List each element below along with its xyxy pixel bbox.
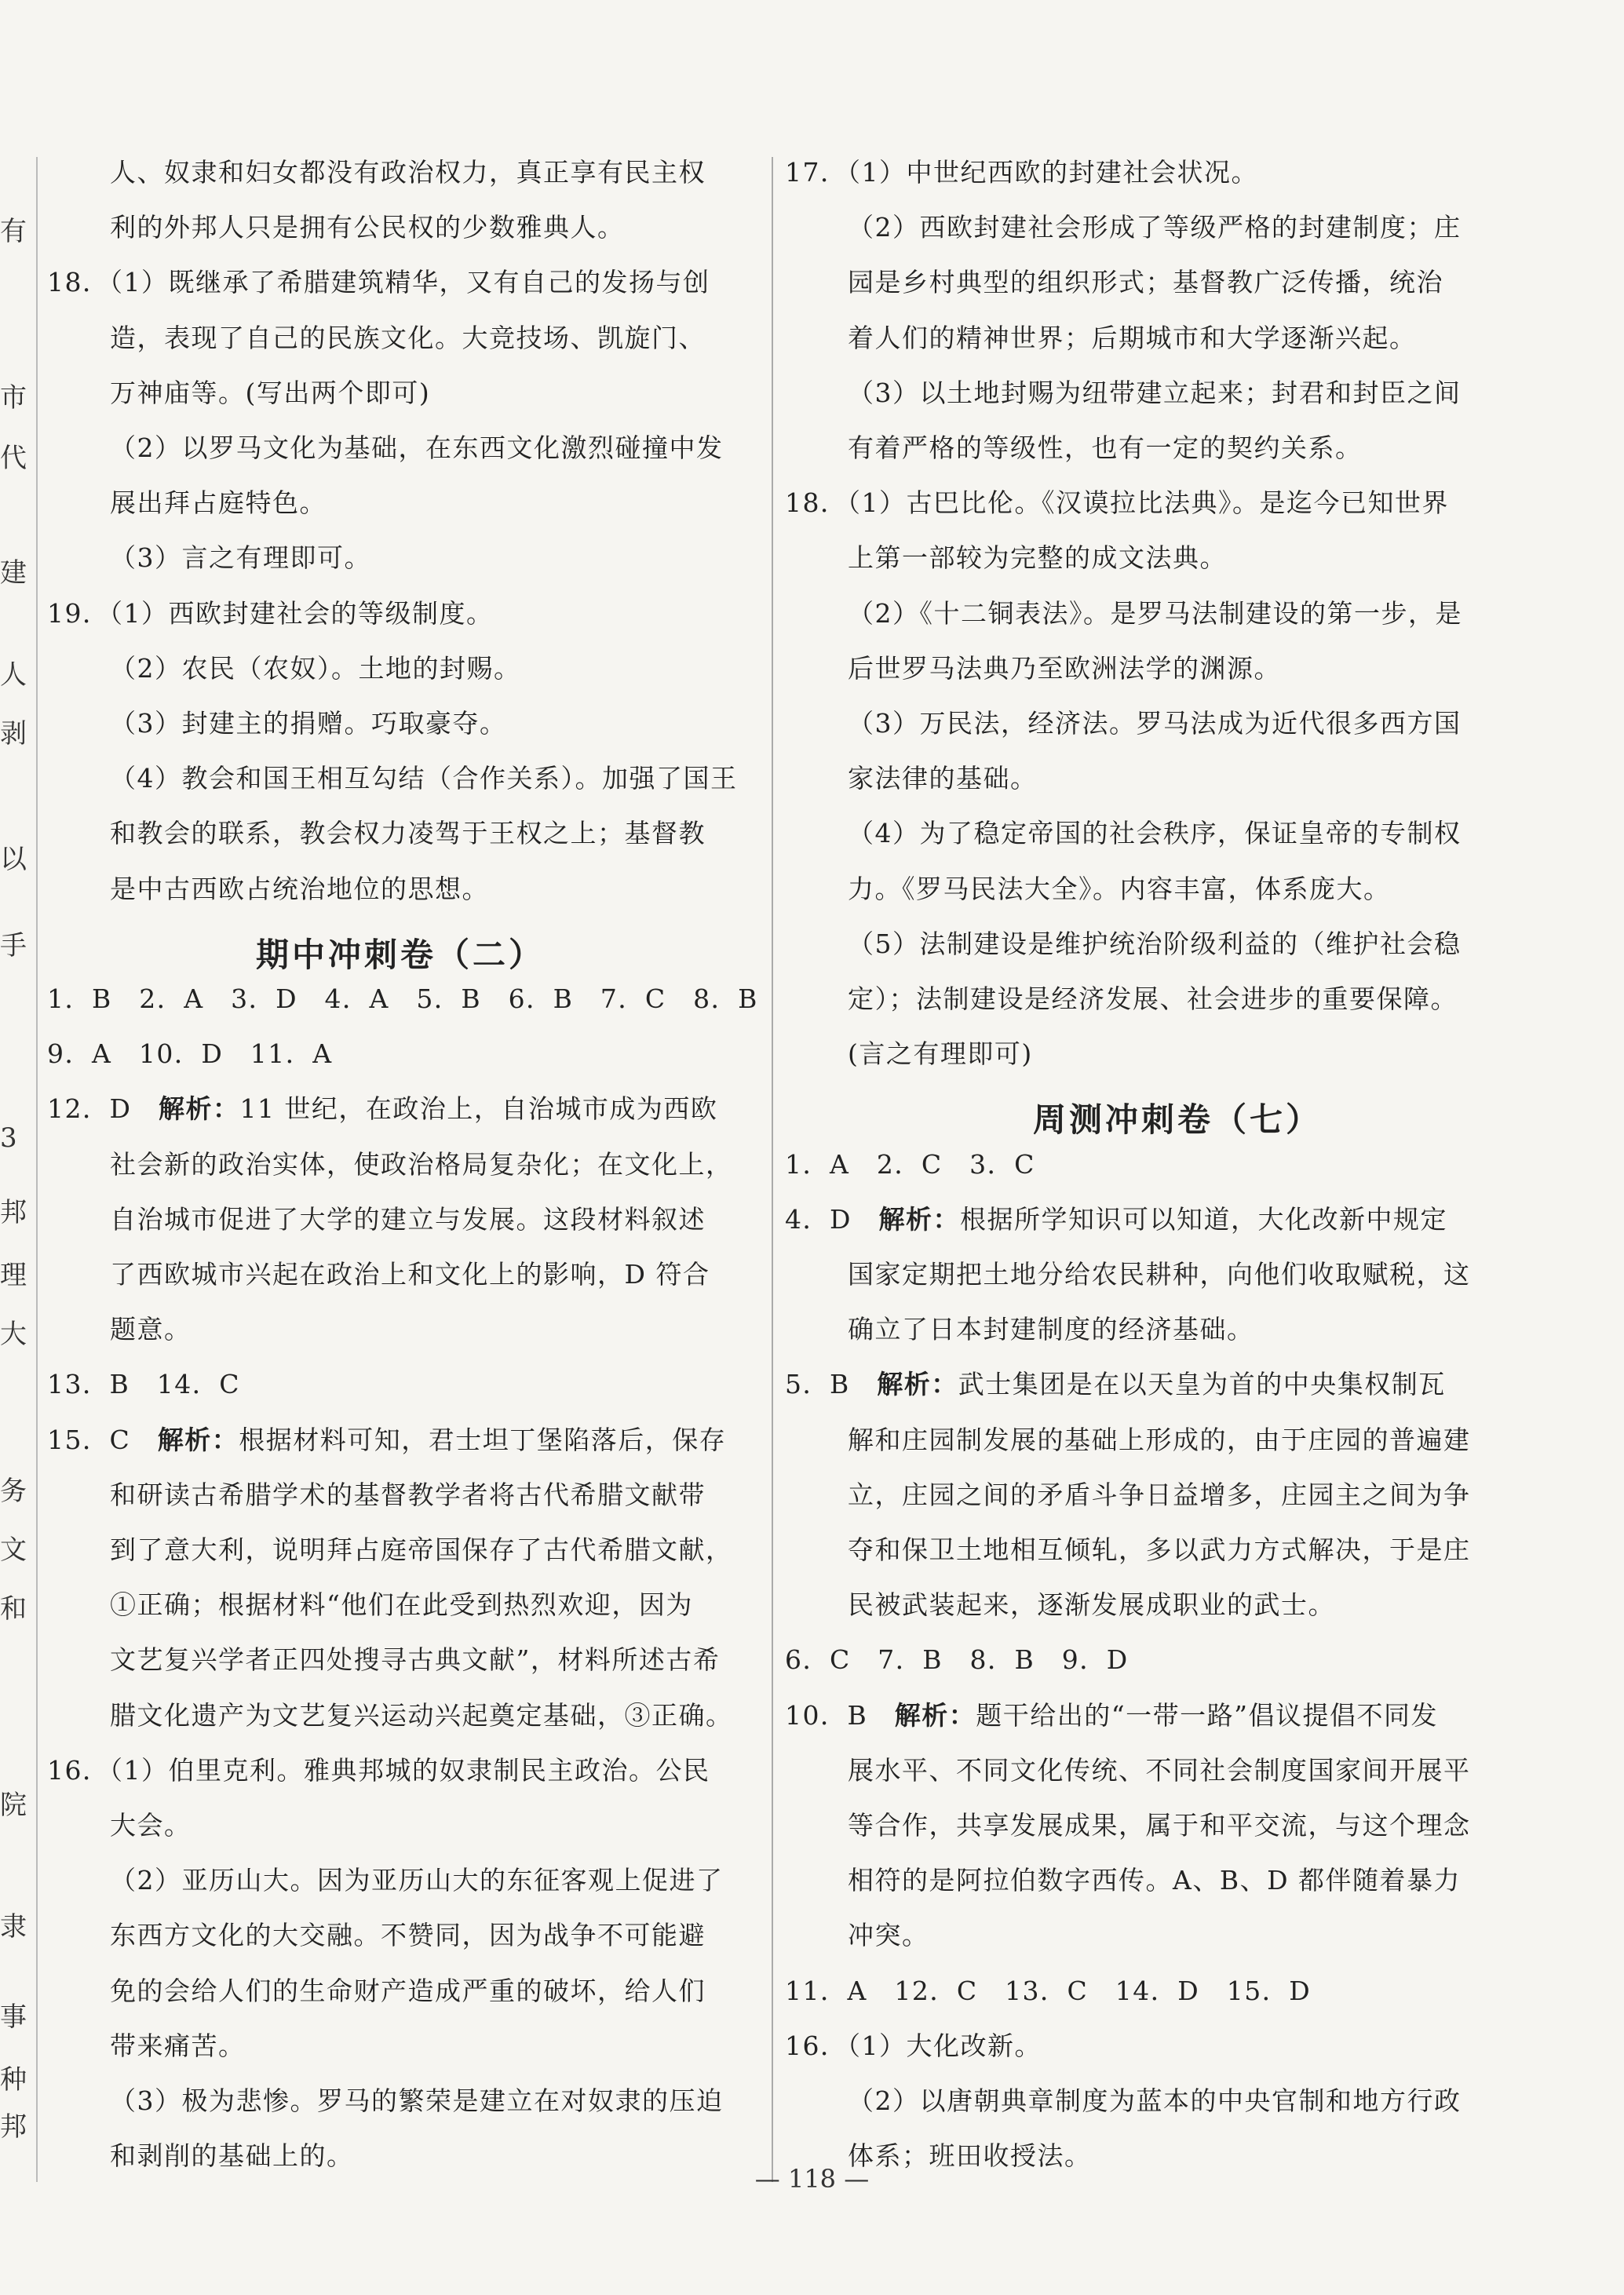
line-text: 力。《罗马民法大全》。内容丰富，体系庞大。 bbox=[848, 873, 1391, 904]
edge-char: 理 bbox=[0, 1260, 27, 1291]
question-number: 10．B bbox=[785, 1699, 895, 1731]
text-line bbox=[47, 1038, 333, 1070]
column-divider bbox=[772, 157, 773, 2182]
line-text: （3）言之有理即可。 bbox=[110, 542, 371, 574]
line-text: 18．（1）古巴比伦。《汉谟拉比法典》。是迄今已知世界 bbox=[785, 487, 1449, 519]
line-text: 万神庙等。(写出两个即可) bbox=[110, 377, 431, 408]
line-text: 18．（1）既继承了希腊建筑精华，又有自己的发扬与创 bbox=[47, 267, 710, 298]
text-line bbox=[47, 1534, 733, 1566]
text-line bbox=[785, 212, 1462, 243]
text-line bbox=[785, 1534, 1471, 1566]
line-text: 夺和保卫土地相互倾轧，多以武力方式解决，于是庄 bbox=[848, 1534, 1471, 1565]
line-text: 1．B 2．A 3．D 4．A 5．B 6．B 7．C 8．B bbox=[47, 983, 758, 1014]
line-text: 冲突。 bbox=[848, 1920, 929, 1951]
text-line bbox=[47, 378, 430, 409]
text-line bbox=[785, 1259, 1471, 1290]
line-text: 和教会的联系，教会权力凌驾于王权之上；基督教 bbox=[110, 818, 706, 849]
line-text: 确立了日本封建制度的经济基础。 bbox=[848, 1314, 1254, 1345]
line-text: 体系；班田收授法。 bbox=[848, 2140, 1092, 2172]
line-text: 根据材料可知，君士坦丁堡陷落后，保存 bbox=[239, 1424, 727, 1455]
text-line bbox=[785, 818, 1462, 849]
question-number: 12．D bbox=[47, 1093, 159, 1125]
line-text: 有着严格的等级性，也有一定的契约关系。 bbox=[848, 432, 1363, 463]
line-text: 大会。 bbox=[110, 1810, 192, 1841]
question-number: 15．C bbox=[47, 1424, 158, 1455]
line-text: （2）《十二铜表法》。是罗马法制建设的第一步，是 bbox=[848, 597, 1462, 629]
text-line bbox=[47, 1755, 710, 1786]
text-line bbox=[785, 1314, 1254, 1345]
analysis-label: 解析： bbox=[894, 1699, 976, 1731]
edge-char: 以 bbox=[0, 844, 27, 875]
edge-char: 院 bbox=[0, 1790, 27, 1821]
text-line bbox=[47, 598, 494, 629]
text-line bbox=[47, 1093, 717, 1125]
line-text: 社会新的政治实体，使政治格局复杂化；在文化上， bbox=[110, 1148, 733, 1180]
line-text: 解和庄园制发展的基础上形成的，由于庄园的普遍建 bbox=[848, 1424, 1471, 1455]
edge-char: 剥 bbox=[0, 718, 27, 750]
question-number: 5．B bbox=[785, 1369, 878, 1400]
text-line bbox=[47, 2085, 724, 2117]
text-line bbox=[785, 2085, 1462, 2117]
line-text: ①正确；根据材料“他们在此受到热烈欢迎，因为 bbox=[110, 1589, 693, 1621]
line-text: 题意。 bbox=[110, 1314, 192, 1345]
text-line bbox=[785, 929, 1462, 960]
line-text: 等合作，共享发展成果，属于和平交流，与这个理念 bbox=[848, 1810, 1471, 1841]
line-text: （3）极为悲惨。罗马的繁荣是建立在对奴隶的压迫 bbox=[110, 2085, 724, 2116]
edge-char: 建 bbox=[0, 557, 27, 589]
line-text: 家法律的基础。 bbox=[848, 763, 1038, 794]
text-line bbox=[785, 487, 1449, 519]
line-text: 16．（1）大化改新。 bbox=[785, 2030, 1042, 2061]
line-text: 造，表现了自己的民族文化。大竞技场、凯旋门、 bbox=[110, 322, 706, 353]
line-text: （3）封建主的捐赠。巧取豪夺。 bbox=[110, 708, 507, 739]
edge-char: 务 bbox=[0, 1476, 27, 1507]
line-text: 带来痛苦。 bbox=[110, 2030, 246, 2061]
line-text: 和剥削的基础上的。 bbox=[110, 2140, 354, 2172]
edge-char: 隶 bbox=[0, 1911, 27, 1943]
edge-char: 邦 bbox=[0, 2111, 27, 2143]
line-text: 17．（1）中世纪西欧的封建社会状况。 bbox=[785, 157, 1258, 188]
line-text: (言之有理即可) bbox=[848, 1038, 1033, 1070]
text-line bbox=[785, 323, 1417, 354]
line-text: 着人们的精神世界；后期城市和大学逐渐兴起。 bbox=[848, 322, 1417, 353]
line-text: 了西欧城市兴起在政治上和文化上的影响，D 符合 bbox=[110, 1259, 710, 1290]
line-text: 武士集团是在以天皇为首的中央集权制瓦 bbox=[958, 1369, 1446, 1400]
text-line bbox=[785, 983, 1458, 1015]
text-line bbox=[785, 874, 1391, 905]
analysis-label: 解析： bbox=[878, 1203, 960, 1235]
text-line bbox=[785, 1920, 929, 1951]
page-number: — 118 — bbox=[754, 2164, 870, 2194]
text-line bbox=[47, 1259, 710, 1290]
line-text: 根据所学知识可以知道，大化改新中规定 bbox=[959, 1203, 1447, 1235]
text-line bbox=[47, 653, 521, 684]
line-text: 6．C 7．B 8．B 9．D bbox=[785, 1644, 1129, 1676]
line-text: 后世罗马法典乃至欧洲法学的渊源。 bbox=[848, 652, 1281, 684]
line-text: 民被武装起来，逐渐发展成职业的武士。 bbox=[848, 1589, 1335, 1621]
edge-char: 邦 bbox=[0, 1197, 27, 1228]
line-text: （5）法制建设是维护统治阶级利益的（维护社会稳 bbox=[848, 928, 1462, 959]
text-line bbox=[785, 1644, 1129, 1676]
line-text: （3）万民法，经济法。罗马法成为近代很多西方国 bbox=[848, 708, 1462, 739]
text-line bbox=[47, 818, 706, 849]
text-line bbox=[47, 1204, 706, 1235]
text-line bbox=[47, 1810, 192, 1841]
text-line bbox=[47, 157, 706, 188]
text-line bbox=[785, 1810, 1471, 1841]
question-number: 4．D bbox=[785, 1203, 879, 1235]
text-line bbox=[47, 1149, 733, 1180]
text-line bbox=[785, 1204, 1447, 1235]
text-line bbox=[785, 1976, 1311, 2007]
section-heading: 周测冲刺卷（七） bbox=[1032, 1100, 1322, 1140]
text-line bbox=[785, 1589, 1335, 1621]
text-line bbox=[785, 598, 1462, 629]
text-line bbox=[47, 267, 710, 298]
text-line bbox=[47, 212, 625, 243]
line-text: （4）为了稳定帝国的社会秩序，保证皇帝的专制权 bbox=[848, 818, 1462, 849]
text-line bbox=[785, 1149, 1035, 1180]
line-text: 16．（1）伯里克利。雅典邦城的奴隶制民主政治。公民 bbox=[47, 1754, 710, 1786]
edge-char: 事 bbox=[0, 2001, 27, 2033]
text-line bbox=[785, 1700, 1438, 1731]
text-line bbox=[785, 653, 1281, 684]
line-text: 文艺复兴学者正四处搜寻古典文献”，材料所述古希 bbox=[110, 1644, 721, 1676]
text-line bbox=[47, 1644, 720, 1676]
edge-char: 手 bbox=[0, 930, 27, 961]
line-text: （2）亚历山大。因为亚历山大的东征客观上促进了 bbox=[110, 1865, 724, 1896]
text-line bbox=[47, 1589, 693, 1621]
line-text: 东西方文化的大交融。不赞同，因为战争不可能避 bbox=[110, 1920, 706, 1951]
line-text: 立，庄园之间的矛盾斗争日益增多，庄园主之间为争 bbox=[848, 1479, 1471, 1510]
line-text: 11 世纪，在政治上，自治城市成为西欧 bbox=[239, 1093, 718, 1125]
text-line bbox=[47, 1480, 706, 1511]
edge-char: 有 bbox=[0, 216, 27, 247]
analysis-label: 解析： bbox=[877, 1369, 958, 1400]
line-text: 上第一部较为完整的成文法典。 bbox=[848, 542, 1227, 574]
line-text: 免的会给人们的生命财产造成严重的破坏，给人们 bbox=[110, 1975, 706, 2006]
text-line bbox=[47, 1865, 724, 1896]
text-line bbox=[47, 983, 758, 1015]
line-text: 国家定期把土地分给农民耕种，向他们收取赋税，这 bbox=[848, 1259, 1471, 1290]
text-line bbox=[47, 1369, 240, 1400]
line-text: 园是乡村典型的组织形式；基督教广泛传播，统治 bbox=[848, 267, 1443, 298]
text-line bbox=[785, 432, 1363, 464]
text-line bbox=[785, 378, 1462, 409]
edge-char: 人 bbox=[0, 659, 27, 691]
edge-char: 和 bbox=[0, 1593, 27, 1625]
line-text: （2）以唐朝典章制度为蓝本的中央官制和地方行政 bbox=[848, 2085, 1462, 2116]
section-heading: 期中冲刺卷（二） bbox=[255, 935, 545, 974]
text-line bbox=[785, 2030, 1042, 2062]
line-text: （2）以罗马文化为基础，在东西文化激烈碰撞中发 bbox=[110, 432, 724, 463]
text-line bbox=[785, 1038, 1033, 1070]
edge-char: 代 bbox=[0, 443, 27, 474]
edge-char: 文 bbox=[0, 1534, 27, 1566]
line-text: 人、奴隶和妇女都没有政治权力，真正享有民主权 bbox=[110, 157, 706, 188]
text-line bbox=[785, 763, 1038, 794]
text-line bbox=[47, 874, 489, 905]
line-text: 利的外邦人只是拥有公民权的少数雅典人。 bbox=[110, 212, 625, 243]
text-line bbox=[47, 2030, 246, 2062]
text-line bbox=[47, 1314, 192, 1345]
line-text: 到了意大利，说明拜占庭帝国保存了古代希腊文献， bbox=[110, 1534, 733, 1565]
text-line bbox=[47, 1425, 726, 1456]
analysis-label: 解析： bbox=[158, 1093, 240, 1125]
edge-char: 种 bbox=[0, 2064, 27, 2096]
text-line bbox=[785, 708, 1462, 739]
text-line bbox=[47, 708, 507, 739]
line-text: （2）西欧封建社会形成了等级严格的封建制度；庄 bbox=[848, 212, 1462, 243]
line-text: 11．A 12．C 13．C 14．D 15．D bbox=[785, 1975, 1312, 2006]
edge-char: 市 bbox=[0, 382, 27, 414]
text-line bbox=[785, 1480, 1471, 1511]
analysis-label: 解析： bbox=[157, 1424, 239, 1455]
line-text: 腊文化遗产为文艺复兴运动兴起奠定基础，③正确。 bbox=[110, 1699, 733, 1731]
text-line bbox=[785, 1755, 1471, 1786]
line-text: （4）教会和国王相互勾结（合作关系）。加强了国王 bbox=[110, 763, 738, 794]
edge-divider bbox=[36, 157, 38, 2182]
line-text: 展水平、不同文化传统、不同社会制度国家间开展平 bbox=[848, 1754, 1471, 1786]
line-text: （2）农民（农奴）。土地的封赐。 bbox=[110, 652, 521, 684]
line-text: 题干给出的“一带一路”倡议提倡不同发 bbox=[976, 1699, 1438, 1731]
text-line bbox=[47, 1700, 733, 1731]
line-text: （3）以土地封赐为纽带建立起来；封君和封臣之间 bbox=[848, 377, 1462, 408]
line-text: 13．B 14．C bbox=[47, 1369, 240, 1400]
text-line bbox=[785, 1865, 1461, 1896]
line-text: 9．A 10．D 11．A bbox=[47, 1038, 333, 1070]
text-line bbox=[785, 267, 1443, 298]
text-line bbox=[47, 323, 706, 354]
edge-char: 大 bbox=[0, 1319, 27, 1350]
text-line bbox=[785, 542, 1227, 574]
edge-char: 3 bbox=[0, 1122, 17, 1154]
line-text: 和研读古希腊学术的基督教学者将古代希腊文献带 bbox=[110, 1479, 706, 1510]
text-line bbox=[785, 157, 1258, 188]
text-line bbox=[47, 432, 724, 464]
text-line bbox=[47, 1920, 706, 1951]
text-line bbox=[785, 1425, 1471, 1456]
text-line bbox=[785, 1369, 1446, 1400]
line-text: 定）；法制建设是经济发展、社会进步的重要保障。 bbox=[848, 983, 1458, 1014]
text-line bbox=[47, 763, 738, 794]
line-text: 相符的是阿拉伯数字西传。A、B、D 都伴随着暴力 bbox=[848, 1865, 1462, 1896]
line-text: 是中古西欧占统治地位的思想。 bbox=[110, 873, 489, 904]
text-line bbox=[47, 1976, 706, 2007]
text-line bbox=[47, 542, 371, 574]
line-text: 展出拜占庭特色。 bbox=[110, 487, 327, 519]
line-text: 自治城市促进了大学的建立与发展。这段材料叙述 bbox=[110, 1203, 706, 1235]
text-line bbox=[47, 487, 327, 519]
line-text: 1．A 2．C 3．C bbox=[785, 1148, 1035, 1180]
line-text: 19．（1）西欧封建社会的等级制度。 bbox=[47, 597, 494, 629]
